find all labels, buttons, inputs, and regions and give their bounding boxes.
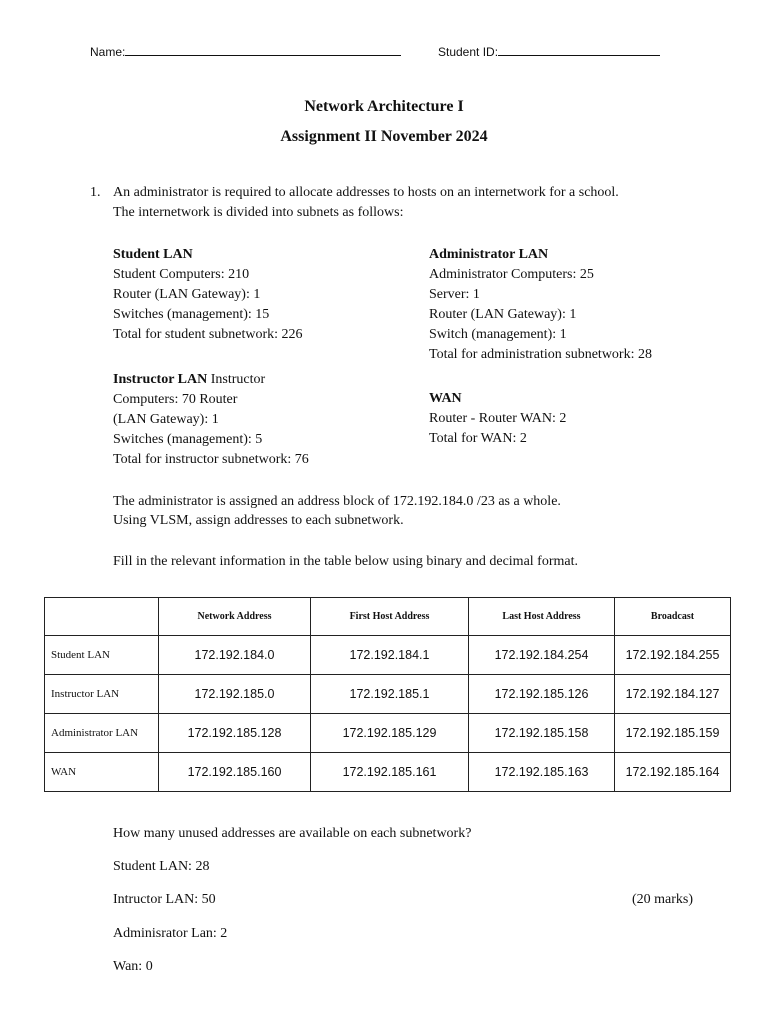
table-cell: 172.192.185.129 bbox=[311, 714, 469, 753]
row-label: Student LAN bbox=[45, 636, 159, 675]
address-block-line-2: Using VLSM, assign addresses to each subnetwork. bbox=[113, 513, 404, 528]
subnet-address-table bbox=[44, 597, 731, 792]
admin-lan-line: Total for administration subnetwork: 28 bbox=[429, 347, 652, 362]
table-cell: 172.192.185.163 bbox=[469, 753, 615, 792]
wan-block bbox=[429, 389, 566, 449]
admin-lan-line: Server: 1 bbox=[429, 287, 480, 302]
name-field-row bbox=[90, 44, 401, 59]
table-header-first-host: First Host Address bbox=[311, 598, 469, 636]
table-cell: 172.192.184.127 bbox=[615, 675, 731, 714]
table-row bbox=[45, 675, 731, 714]
table-cell: 172.192.185.160 bbox=[159, 753, 311, 792]
table-cell: 172.192.185.1 bbox=[311, 675, 469, 714]
wan-heading: WAN bbox=[429, 391, 462, 406]
table-row bbox=[45, 636, 731, 675]
row-label: WAN bbox=[45, 753, 159, 792]
name-label: Name: bbox=[90, 45, 126, 59]
marks-label: (20 marks) bbox=[632, 892, 694, 907]
table-header-last-host: Last Host Address bbox=[469, 598, 615, 636]
table-cell: 172.192.184.255 bbox=[615, 636, 731, 675]
table-cell: 172.192.185.164 bbox=[615, 753, 731, 792]
table-header-network-address: Network Address bbox=[159, 598, 311, 636]
instructor-lan-block bbox=[113, 370, 309, 470]
table-cell: 172.192.185.159 bbox=[615, 714, 731, 753]
table-row bbox=[45, 753, 731, 792]
student-lan-block bbox=[113, 245, 303, 345]
admin-lan-line: Switch (management): 1 bbox=[429, 327, 567, 342]
admin-lan-line: Administrator Computers: 25 bbox=[429, 267, 594, 282]
unused-answer: Adminisrator Lan: 2 bbox=[113, 926, 228, 941]
question-number: 1. bbox=[90, 185, 101, 200]
fill-instruction: Fill in the relevant information in the table below using binary and decimal format. bbox=[113, 554, 578, 569]
address-block-line-1: The administrator is assigned an address block of 172.192.184.0 /23 as a whole. bbox=[113, 494, 561, 509]
question-line-1: An administrator is required to allocate addresses to hosts on an internetwork for a school. bbox=[113, 185, 619, 200]
row-label: Administrator LAN bbox=[45, 714, 159, 753]
table-header-row bbox=[45, 598, 731, 636]
table-cell: 172.192.185.161 bbox=[311, 753, 469, 792]
admin-lan-block bbox=[429, 245, 652, 365]
admin-lan-line: Router (LAN Gateway): 1 bbox=[429, 307, 577, 322]
table-row bbox=[45, 714, 731, 753]
unused-question: How many unused addresses are available on each subnetwork? bbox=[113, 826, 472, 841]
table-cell: 172.192.184.0 bbox=[159, 636, 311, 675]
table-cell: 172.192.185.0 bbox=[159, 675, 311, 714]
table-cell: 172.192.184.1 bbox=[311, 636, 469, 675]
assignment-title: Assignment II November 2024 bbox=[280, 128, 488, 145]
course-title: Network Architecture I bbox=[304, 98, 464, 115]
table-header-broadcast: Broadcast bbox=[615, 598, 731, 636]
instructor-lan-line: Instructor bbox=[207, 372, 266, 387]
instructor-lan-line: Total for instructor subnetwork: 76 bbox=[113, 452, 309, 467]
name-blank-line bbox=[125, 44, 401, 56]
student-id-blank-line bbox=[498, 44, 660, 56]
wan-line: Total for WAN: 2 bbox=[429, 431, 527, 446]
row-label: Instructor LAN bbox=[45, 675, 159, 714]
unused-answer: Intructor LAN: 50 bbox=[113, 892, 216, 907]
student-lan-heading: Student LAN bbox=[113, 247, 193, 262]
table-cell: 172.192.185.128 bbox=[159, 714, 311, 753]
table-cell: 172.192.185.158 bbox=[469, 714, 615, 753]
instructor-lan-line: (LAN Gateway): 1 bbox=[113, 412, 219, 427]
student-lan-line: Router (LAN Gateway): 1 bbox=[113, 287, 261, 302]
unused-answer: Student LAN: 28 bbox=[113, 859, 210, 874]
student-id-label: Student ID: bbox=[438, 45, 499, 59]
table-cell: 172.192.184.254 bbox=[469, 636, 615, 675]
question-line-2: The internetwork is divided into subnets as follows: bbox=[113, 205, 404, 220]
instructor-lan-line: Computers: 70 Router bbox=[113, 392, 238, 407]
table-header-cell bbox=[45, 598, 159, 636]
admin-lan-heading: Administrator LAN bbox=[429, 247, 549, 262]
wan-line: Router - Router WAN: 2 bbox=[429, 411, 567, 426]
table-cell: 172.192.185.126 bbox=[469, 675, 615, 714]
student-id-field-row bbox=[438, 44, 660, 59]
unused-answer: Wan: 0 bbox=[113, 959, 153, 974]
instructor-lan-heading: Instructor LAN bbox=[113, 372, 208, 387]
student-lan-line: Student Computers: 210 bbox=[113, 267, 250, 282]
instructor-lan-line: Switches (management): 5 bbox=[113, 432, 263, 447]
student-lan-line: Switches (management): 15 bbox=[113, 307, 270, 322]
student-lan-line: Total for student subnetwork: 226 bbox=[113, 327, 303, 342]
